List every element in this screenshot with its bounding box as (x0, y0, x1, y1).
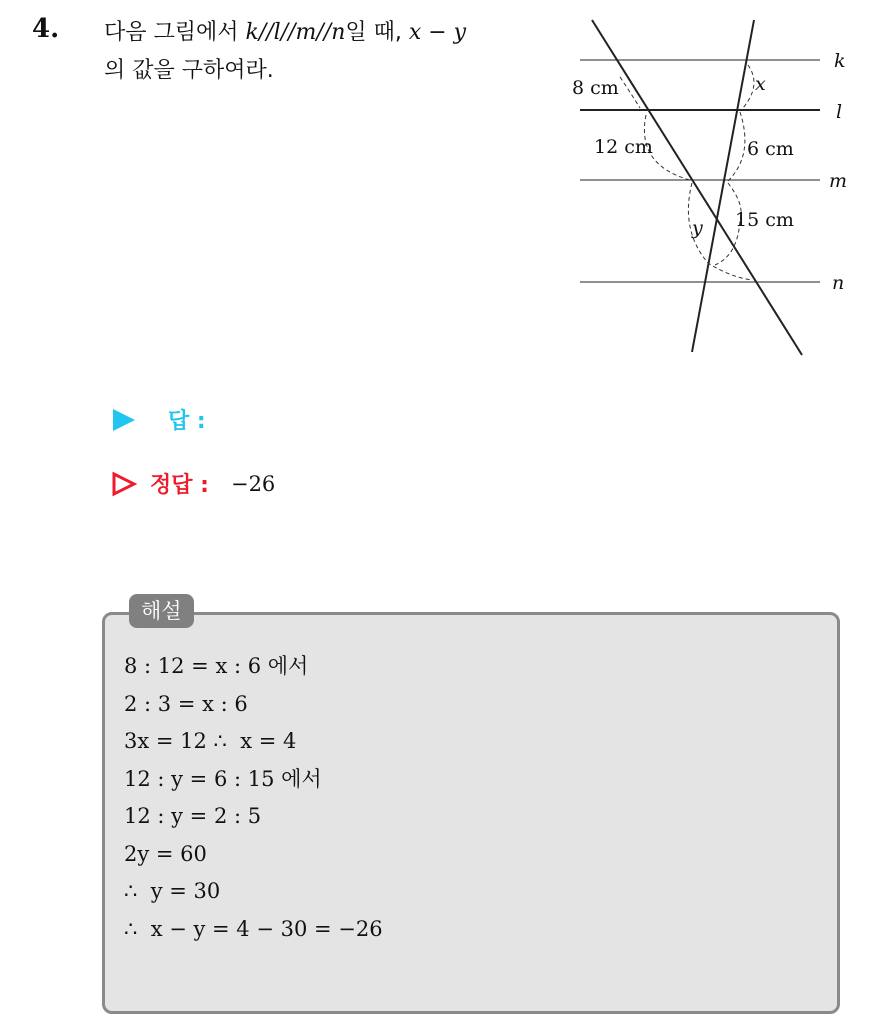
correct-answer-value: −26 (230, 471, 276, 496)
correct-answer-row (110, 468, 275, 499)
question-line1-middle: 일 때, (345, 20, 409, 45)
question-line-2: 의 값을 구하여라. (104, 58, 274, 83)
play-filled-icon (110, 406, 138, 434)
transversal-left (592, 20, 802, 355)
label-x: x (755, 73, 766, 95)
solution-line: 2y = 60 (124, 841, 207, 866)
label-k: k (834, 50, 846, 72)
correct-answer-label: 정답 : (150, 473, 209, 498)
label-n: n (832, 272, 845, 294)
transversal-right (692, 20, 754, 352)
question-math-parallel: k//l//m//n (245, 20, 346, 45)
question-number: 4. (32, 14, 60, 44)
label-12cm: 12 cm (594, 136, 653, 158)
label-y: y (692, 217, 703, 239)
solution-line: 12 : y = 6 : 15 에서 (124, 766, 322, 791)
label-6cm: 6 cm (747, 138, 794, 160)
solution-line: 3x = 12 ∴ x = 4 (124, 729, 297, 753)
solution-line: ∴ x − y = 4 − 30 = −26 (124, 916, 383, 941)
answer-label: 답 : (168, 409, 206, 434)
solution-line: 12 : y = 2 : 5 (124, 804, 262, 828)
play-outline-icon (110, 470, 138, 498)
solution-line: 8 : 12 = x : 6 에서 (124, 654, 309, 678)
question-line1-prefix: 다음 그림에서 (104, 20, 246, 45)
label-8cm: 8 cm (572, 77, 619, 99)
geometry-figure (570, 15, 860, 360)
answer-row (110, 404, 228, 435)
label-m: m (829, 170, 848, 192)
solution-line: ∴ y = 30 (124, 879, 221, 903)
question-line-1 (104, 14, 554, 52)
question-text (104, 14, 554, 90)
solution-line: 2 : 3 = x : 6 (124, 691, 248, 716)
solution-lines (124, 648, 383, 948)
label-l: l (836, 101, 843, 123)
question-math-expression: x − y (408, 20, 467, 45)
solution-tag: 해설 (129, 594, 194, 628)
label-15cm: 15 cm (735, 209, 794, 231)
